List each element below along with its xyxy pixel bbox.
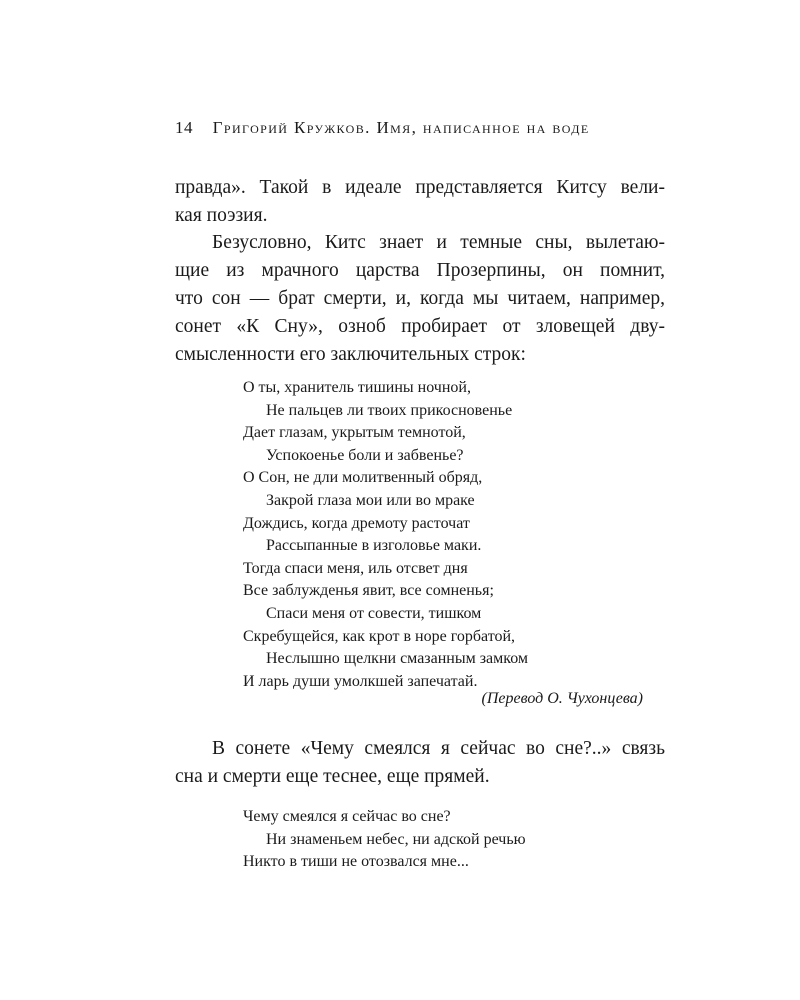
- verse-line: Скребущейся, как крот в норе горбатой,: [243, 627, 516, 645]
- verse-line: Никто в тиши не отозвался мне...: [243, 853, 469, 871]
- verse-line: Ни знаменьем небес, ни адской речью: [266, 830, 526, 848]
- verse-line: О Сон, не дли молитвенный обряд,: [243, 469, 483, 487]
- sonnet-to-sleep: [243, 377, 643, 693]
- running-header: [175, 118, 645, 138]
- translator-credit: (Перевод О. Чухонцева): [481, 690, 643, 707]
- text-line: Безусловно, Китс знает и темные сны, вылетаю-: [212, 232, 665, 253]
- text-line: кая поэзия.: [175, 205, 268, 226]
- text-line: В сонете «Чему смеялся я сейчас во сне?..» связь: [212, 738, 665, 759]
- text-line: правда». Такой в идеале представляется Китсу вели-: [175, 177, 665, 198]
- verse-line: Неслышно щелкни смазанным замком: [266, 650, 529, 668]
- paragraph-2: [175, 229, 665, 369]
- header-book-title: Имя, написанное на воде: [376, 118, 590, 137]
- verse-line: Не пальцев ли твоих прикосновенье: [266, 401, 513, 419]
- verse-line: О ты, хранитель тишины ночной,: [243, 379, 471, 396]
- text-line: щие из мрачного царства Прозерпины, он помнит,: [175, 260, 665, 281]
- paragraph-3: [175, 735, 665, 791]
- verse-line: Успокоенье боли и забвенье?: [266, 446, 464, 464]
- header-author: Григорий Кружков.: [212, 118, 371, 137]
- text-line: что сон — брат смерти, и, когда мы читаем, например,: [175, 288, 665, 309]
- verse-line: Дает глазам, укрытым темнотой,: [243, 424, 466, 442]
- verse-line: И ларь души умолкшей запечатай.: [243, 672, 478, 690]
- text-line: сна и смерти еще теснее, еще прямей.: [175, 766, 490, 787]
- text-line: сонет «К Сну», озноб пробирает от зловещей дву-: [175, 316, 665, 337]
- verse-line: Закрой глаза мои или во мраке: [266, 491, 475, 509]
- text-line: смысленности его заключительных строк:: [175, 344, 526, 365]
- verse-line: Тогда спаси меня, иль отсвет дня: [243, 559, 468, 577]
- paragraph-1: [175, 174, 665, 230]
- sonnet-why-did-i-laugh: [243, 806, 643, 874]
- verse-line: Спаси меня от совести, тишком: [266, 604, 482, 622]
- verse-line: Все заблужденья явит, все сомненья;: [243, 582, 494, 600]
- page-number: 14: [175, 118, 193, 137]
- verse-line: Рассыпанные в изголовье маки.: [266, 537, 482, 555]
- verse-line: Дождись, когда дремоту расточат: [243, 514, 470, 532]
- verse-line: Чему смеялся я сейчас во сне?: [243, 808, 451, 825]
